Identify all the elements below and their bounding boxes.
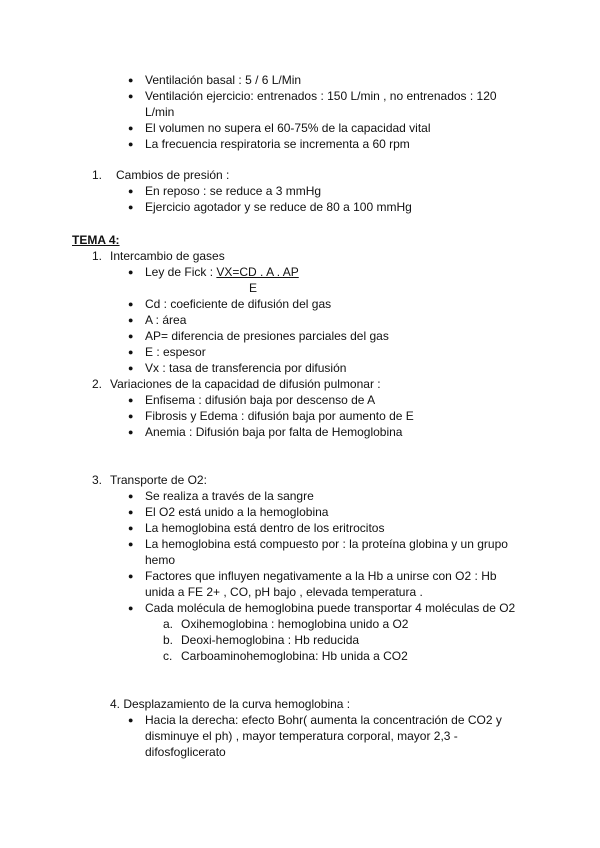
list-item: Cada molécula de hemoglobina puede transportar 4 moléculas de O2 (145, 601, 516, 615)
list-item: La hemoglobina está dentro de los eritrocitos (145, 521, 385, 535)
sub-letter: b. (163, 633, 174, 647)
bullet-icon: ● (128, 523, 134, 533)
sub-item: Carboaminohemoglobina: Hb unida a CO2 (181, 649, 408, 663)
list-number: 1. (92, 249, 103, 263)
bullet-icon: ● (128, 75, 134, 85)
list-item-continuation: unida a FE 2+ , CO, pH bajo , elevada temperatura . (145, 585, 423, 599)
list-item: A : área (145, 313, 187, 327)
section-title: Cambios de presión : (116, 168, 230, 182)
list-item-continuation: difosfoglicerato (145, 745, 226, 759)
section-title: Transporte de O2: (110, 473, 207, 487)
list-item-continuation: hemo (145, 553, 176, 567)
bullet-icon: ● (128, 139, 134, 149)
list-item: Se realiza a través de la sangre (145, 489, 314, 503)
list-item: Factores que influyen negativamente a la Hb a unirse con O2 : Hb (145, 569, 497, 583)
list-item: El volumen no supera el 60-75% de la capacidad vital (145, 121, 431, 135)
bullet-icon: ● (128, 571, 134, 581)
bullet-icon: ● (128, 123, 134, 133)
bullet-icon: ● (128, 315, 134, 325)
sub-item: Oxihemoglobina : hemoglobina unido a O2 (181, 617, 409, 631)
list-item: Cd : coeficiente de difusión del gas (145, 297, 332, 311)
sub-letter: c. (163, 649, 173, 663)
tema-heading: TEMA 4: (72, 233, 120, 247)
fick-formula: VX=CD . A . AP (216, 265, 299, 279)
bullet-icon: ● (128, 539, 134, 549)
bullet-icon: ● (128, 202, 134, 212)
list-item: Vx : tasa de transferencia por difusión (145, 361, 347, 375)
fick-prefix: Ley de Fick : (145, 265, 217, 279)
bullet-icon: ● (128, 331, 134, 341)
list-item: La hemoglobina está compuesto por : la proteína globina y un grupo (145, 537, 508, 551)
bullet-icon: ● (128, 363, 134, 373)
section-title: Intercambio de gases (110, 249, 225, 263)
sub-item: Deoxi-hemoglobina : Hb reducida (181, 633, 360, 647)
list-number: 2. (92, 377, 103, 391)
fick-law-line (145, 264, 299, 280)
bullet-icon: ● (128, 491, 134, 501)
section-title: Variaciones de la capacidad de difusión pulmonar : (110, 377, 381, 391)
bullet-icon: ● (128, 267, 134, 277)
list-item: El O2 está unido a la hemoglobina (145, 505, 329, 519)
bullet-icon: ● (128, 299, 134, 309)
list-item: Ejercicio agotador y se reduce de 80 a 100 mmHg (145, 200, 412, 214)
bullet-icon: ● (128, 411, 134, 421)
list-item: Enfisema : difusión baja por descenso de A (145, 393, 376, 407)
list-item: Anemia : Difusión baja por falta de Hemoglobina (145, 425, 403, 439)
list-number: 3. (92, 473, 103, 487)
bullet-icon: ● (128, 395, 134, 405)
bullet-icon: ● (128, 186, 134, 196)
fick-denominator: E (249, 281, 258, 295)
list-item-continuation: L/min (145, 105, 175, 119)
list-item: Ventilación basal : 5 / 6 L/Min (145, 73, 302, 87)
section-title: 4. Desplazamiento de la curva hemoglobina : (110, 697, 351, 711)
bullet-icon: ● (128, 91, 134, 101)
list-item: Fibrosis y Edema : difusión baja por aumento de E (145, 409, 414, 423)
list-item: AP= diferencia de presiones parciales del gas (145, 329, 389, 343)
list-number: 1. (92, 168, 103, 182)
list-item-continuation: disminuye el ph) , mayor temperatura corporal, mayor 2,3 - (145, 729, 458, 743)
bullet-icon: ● (128, 427, 134, 437)
bullet-icon: ● (128, 715, 134, 725)
sub-letter: a. (163, 617, 174, 631)
list-item: Ventilación ejercicio: entrenados : 150 L/min , no entrenados : 120 (145, 89, 497, 103)
list-item: Hacia la derecha: efecto Bohr( aumenta la concentración de CO2 y (145, 713, 502, 727)
bullet-icon: ● (128, 347, 134, 357)
list-item: E : espesor (145, 345, 206, 359)
bullet-icon: ● (128, 603, 134, 613)
bullet-icon: ● (128, 507, 134, 517)
list-item: En reposo : se reduce a 3 mmHg (145, 184, 322, 198)
list-item: La frecuencia respiratoria se incrementa a 60 rpm (145, 137, 410, 151)
